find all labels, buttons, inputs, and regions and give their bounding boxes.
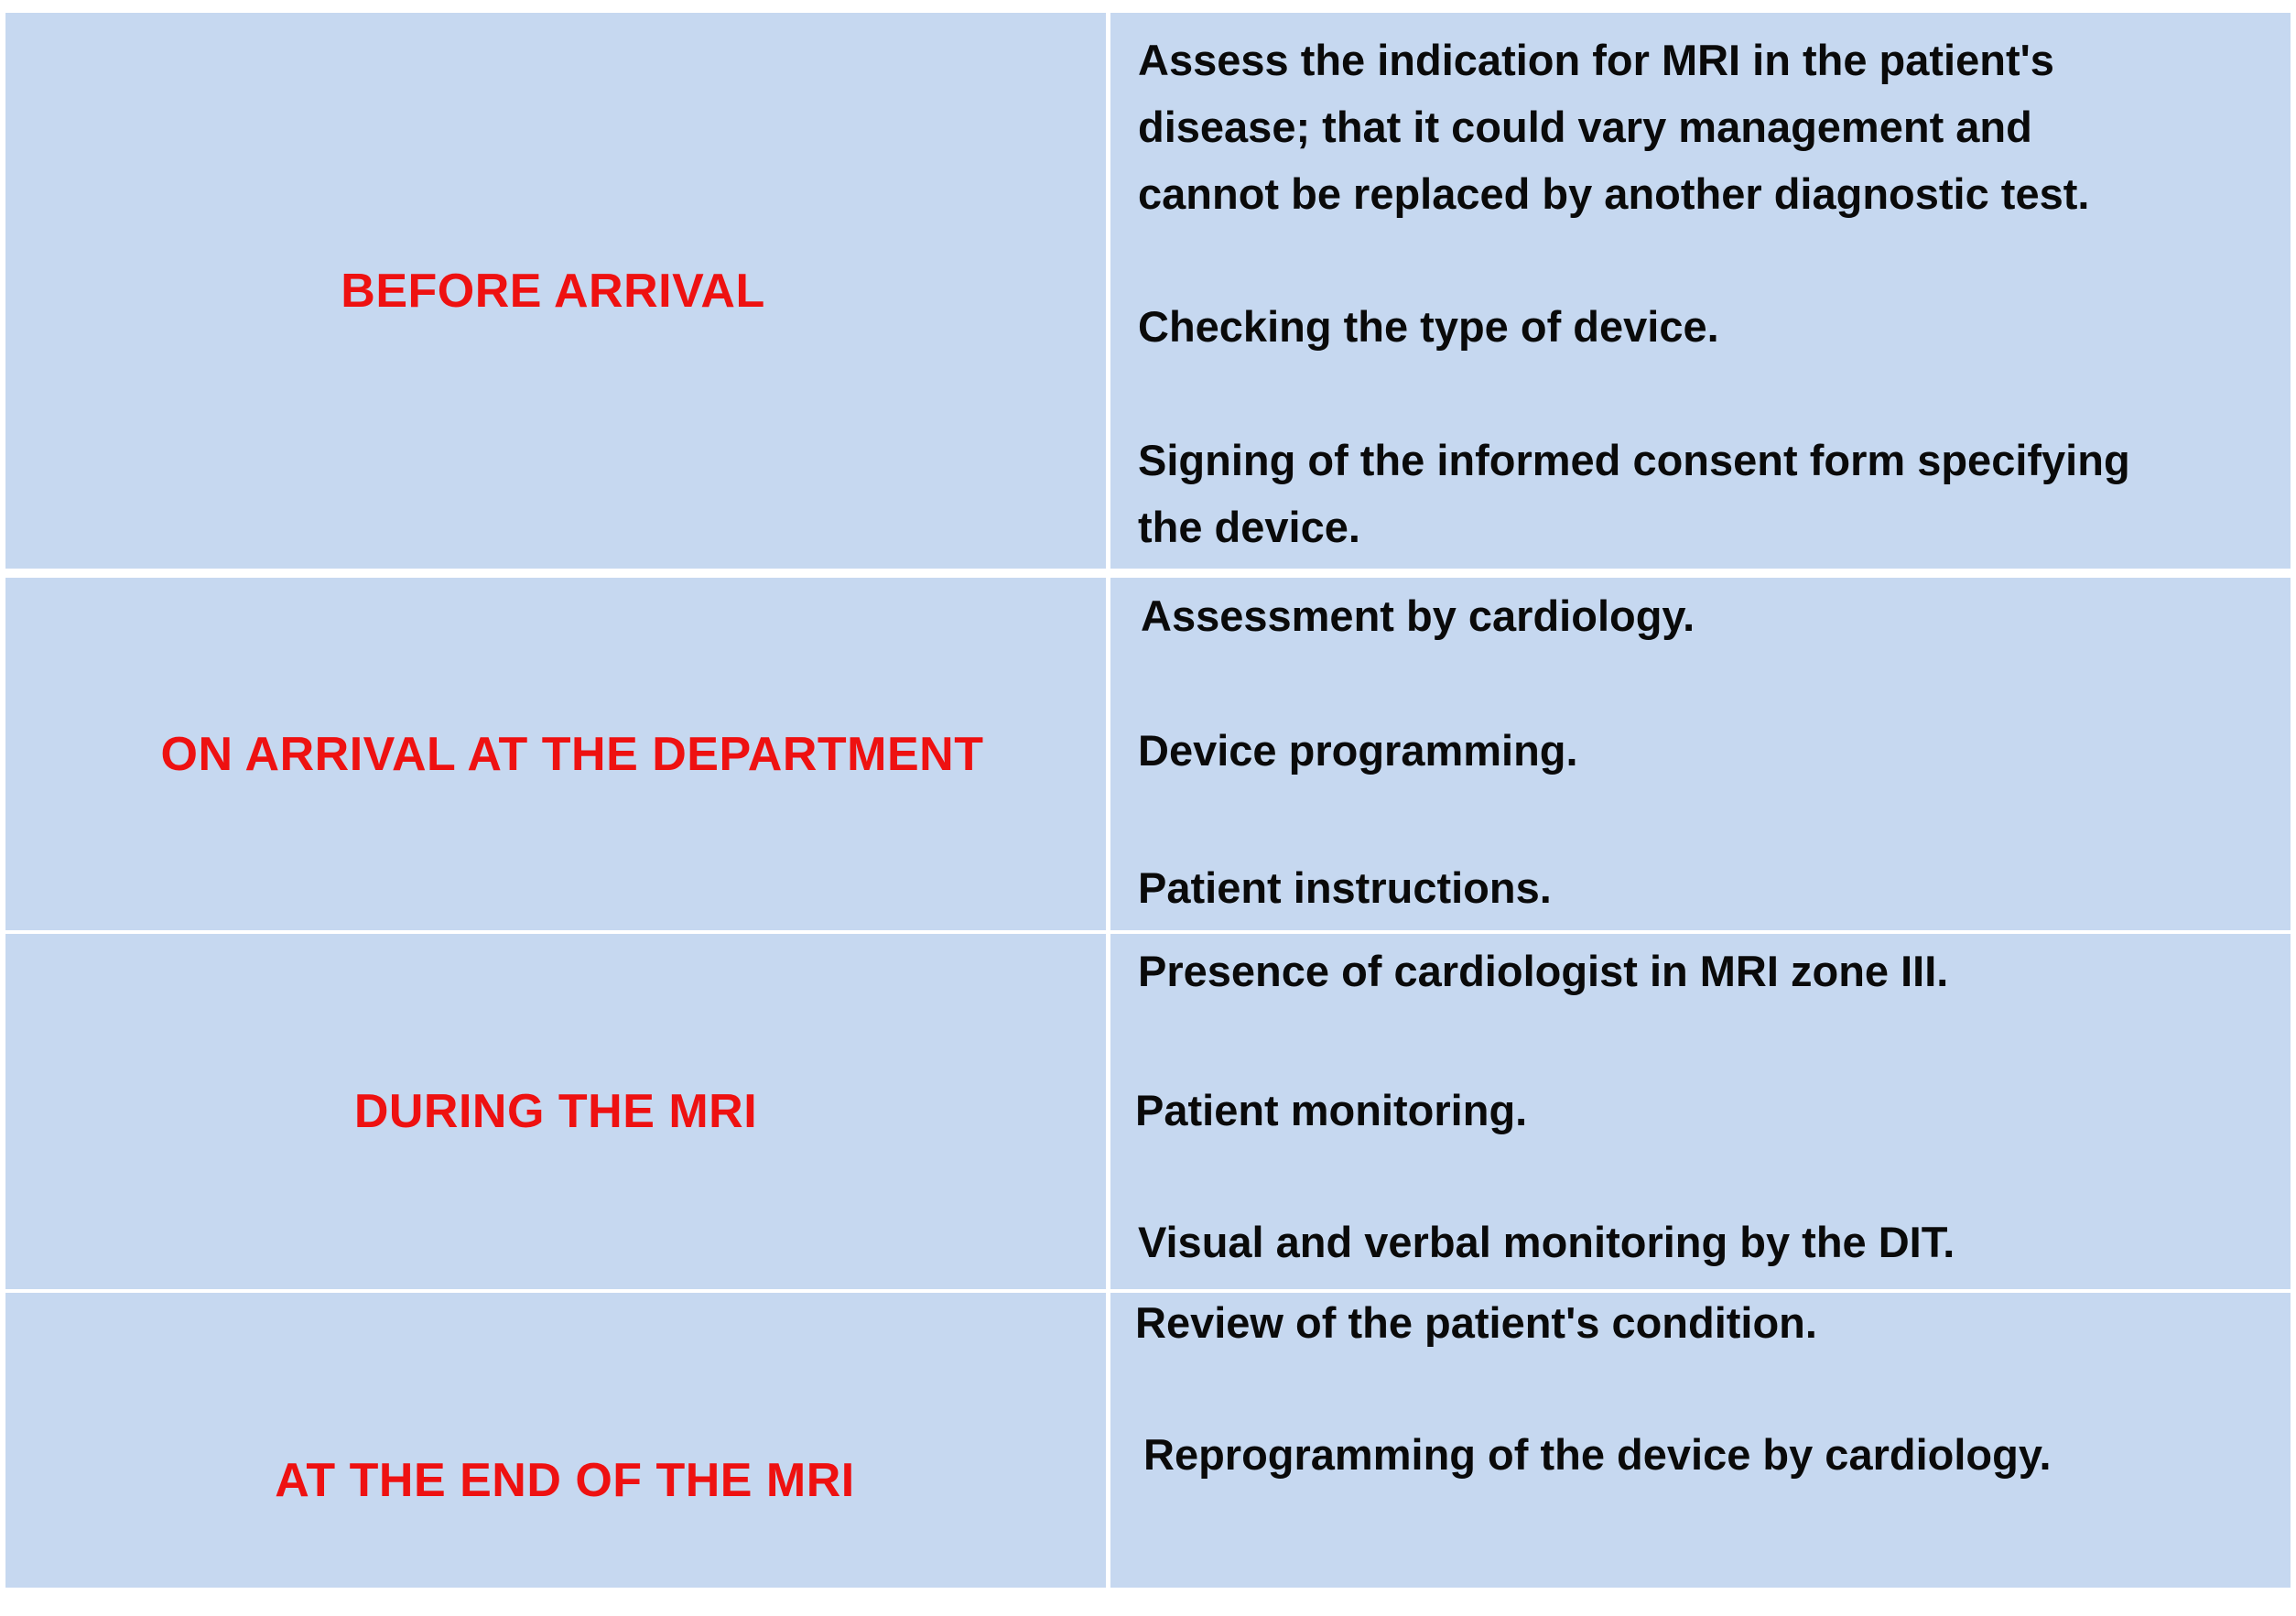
steps-cell: [1110, 578, 2291, 930]
step-text: cannot be replaced by another diagnostic test.: [1138, 169, 2090, 218]
table-row-end-of-mri: [5, 1293, 2291, 1588]
step-text: Visual and verbal monitoring by the DIT.: [1138, 1218, 1955, 1266]
step-text: Signing of the informed consent form specifying: [1138, 436, 2130, 484]
phase-label-on-arrival: ON ARRIVAL AT THE DEPARTMENT: [160, 727, 984, 781]
step-text: Review of the patient's condition.: [1135, 1298, 1817, 1347]
table-row-before-arrival: [5, 13, 2291, 569]
phase-label-before-arrival: BEFORE ARRIVAL: [341, 264, 765, 318]
step-text: Device programming.: [1138, 726, 1578, 775]
step-text: disease; that it could vary management and: [1138, 103, 2032, 151]
step-text: Patient instructions.: [1138, 863, 1552, 912]
step-text: Assessment by cardiology.: [1141, 591, 1695, 640]
phase-label-during-mri: DURING THE MRI: [353, 1085, 758, 1138]
step-text: the device.: [1138, 503, 1360, 551]
table-row-on-arrival: [5, 578, 2291, 930]
phase-cell: [5, 578, 1106, 930]
step-text: Assess the indication for MRI in the patient's: [1138, 36, 2054, 84]
step-text: Presence of cardiologist in MRI zone III.: [1138, 947, 1949, 995]
step-text: Reprogramming of the device by cardiology.: [1143, 1430, 2052, 1479]
step-text: Patient monitoring.: [1135, 1086, 1528, 1134]
steps-cell: [1110, 13, 2291, 569]
step-text: Checking the type of device.: [1138, 302, 1719, 351]
phase-cell: [5, 1293, 1106, 1588]
phase-label-end-of-mri: AT THE END OF THE MRI: [275, 1454, 855, 1507]
phase-cell: [5, 13, 1106, 569]
table-row-during-mri: [5, 934, 2291, 1289]
phase-cell: [5, 934, 1106, 1289]
steps-cell: [1110, 1293, 2291, 1588]
steps-cell: [1110, 934, 2291, 1289]
